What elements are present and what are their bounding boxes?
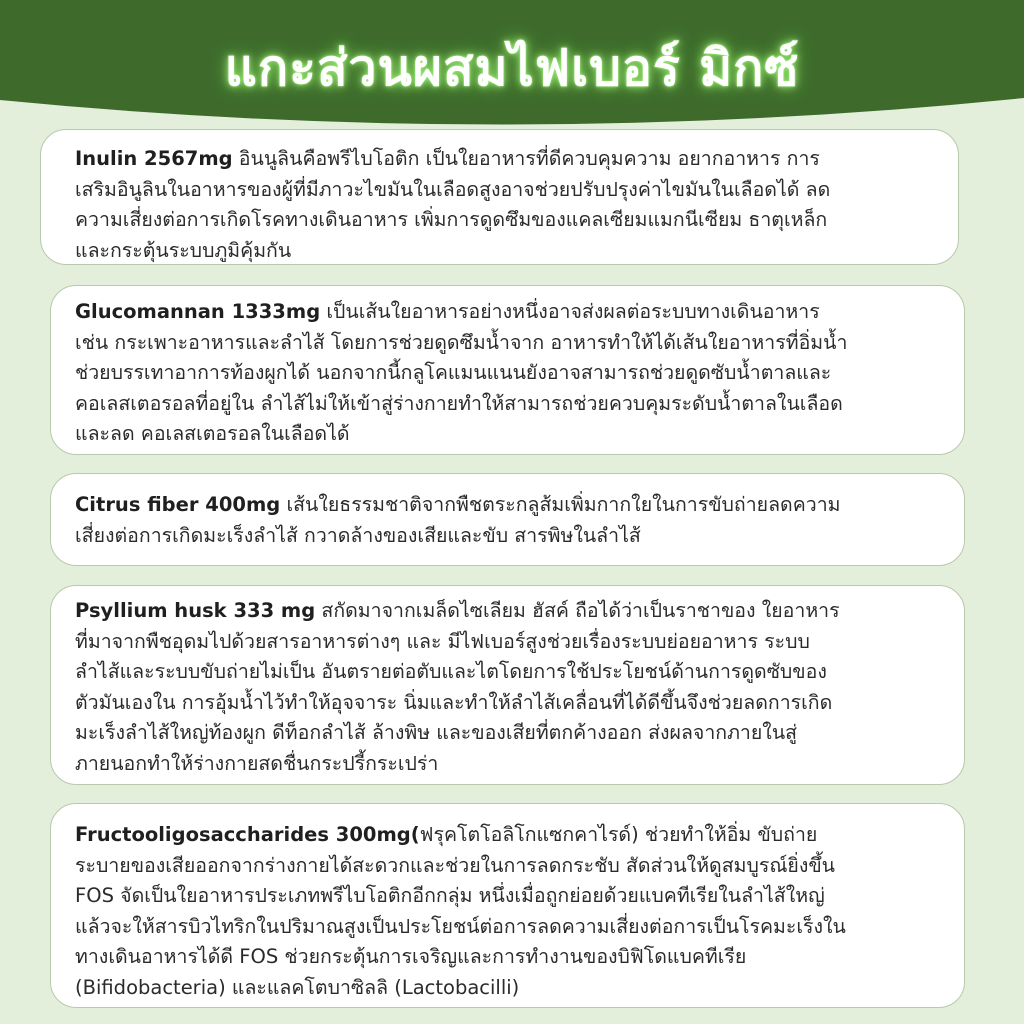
description-line: ลำไส้และระบบขับถ่ายไม่เป็น อันตรายต่อตับและไตโดยการใช้ประโยชน์ด้านการดูดซับของ (75, 660, 827, 683)
description-line: เป็นเส้นใยอาหารอย่างหนึ่งอาจส่งผลต่อระบบทางเดินอาหาร (320, 300, 820, 323)
description-line: แล้วจะให้สารบิวไทริกในปริมาณสูงเป็นประโยชน์ต่อการลดความเสี่ยงต่อการเป็นโรคมะเร็งใน (75, 914, 846, 938)
ingredient-name: Fructooligosaccharides 300mg( (75, 823, 420, 846)
ingredient-paragraph (75, 144, 928, 266)
description-line: ระบายของเสียออกจากร่างกายได้สะดวกและช่วยในการลดกระชับ สัดส่วนให้ดูสมบูรณ์ยิ่งขึ้น (75, 853, 836, 877)
ingredient-card-psyllium-husk (50, 585, 965, 785)
ingredient-name: Psyllium husk 333 mg (75, 599, 316, 622)
ingredient-paragraph (75, 820, 948, 1003)
description-line: มะเร็งลำไส้ใหญ่ท้องผูก ดีท็อกลำไส้ ล้างพิษ และของเสียที่ตกค้างออก ส่งผลจากภายในสู่ (75, 721, 798, 744)
ingredient-paragraph (75, 596, 944, 779)
description-line: และกระตุ้นระบบภูมิคุ้มกัน (75, 238, 292, 262)
description-line: ความเสี่ยงต่อการเกิดโรคทางเดินอาหาร เพิ่มการดูดซึมของแคลเซียมแมกนีเซียม ธาตุเหล็ก (75, 208, 828, 231)
description-line: อินนูลินคือพรีไบโอติก เป็นใยอาหารที่ดีควบคุมความ อยากอาหาร การ (232, 147, 820, 170)
description-line: (Bifidobacteria) และแลคโตบาซิลลิ (Lactobacilli) (75, 975, 520, 999)
description-line: ที่มาจากพืชอุดมไปด้วยสารอาหารต่างๆ และ มีไฟเบอร์สูงช่วยเรื่องระบบย่อยอาหาร ระบบ (75, 629, 810, 653)
description-line: ฟรุคโตโอลิโกแซกคาไรด์) ช่วยทำให้อิ่ม ขับถ่าย (419, 823, 818, 846)
ingredient-card-inulin (40, 129, 959, 265)
ingredient-paragraph (75, 297, 942, 450)
description-line: เช่น กระเพาะอาหารและลำไส้ โดยการช่วยดูดซึมน้ำจาก อาหารทำให้ได้เส้นใยอาหารที่อิ่มน้ำ (75, 330, 848, 354)
ingredient-card-citrus-fiber (50, 473, 965, 566)
description-line: ช่วยบรรเทาอาการท้องผูกได้ นอกจากนี้กลูโคแมนแนนยังอาจสามารถช่วยดูดซับน้ำตาลและ (75, 361, 832, 384)
page-title: แกะส่วนผสมไฟเบอร์ มิกซ์ (224, 39, 800, 97)
description-line: ตัวมันเองใน การอุ้มน้ำไว้ทำให้อุจจาระ นิ่มและทำให้ลำไส้เคลื่อนที่ได้ดีขึ้นจึงช่วยลดการเกิด (75, 690, 833, 714)
description-line: เสี่ยงต่อการเกิดมะเร็งลำไส้ กวาดล้างของเสียและขับ สารพิษในลำไส้ (75, 523, 641, 547)
description-line: และลด คอเลสเตอรอลในเลือดได้ (75, 422, 350, 445)
ingredient-card-glucomannan (50, 285, 965, 455)
description-line: เส้นใยธรรมชาติจากพืชตระกลูส้มเพิ่มกากใยในการขับถ่ายลดความ (280, 493, 841, 516)
description-line: สกัดมาจากเมล็ดไซเลียม ฮัสค์ ถือได้ว่าเป็นราชาของ ใยอาหาร (315, 599, 840, 622)
ingredient-name: Glucomannan 1333mg (75, 300, 321, 323)
description-line: คอเลสเตอรอลที่อยู่ใน ลำไส้ไม่ให้เข้าสู่ร่างกายทำให้สามารถช่วยควบคุมระดับน้ำตาลในเลือด (75, 391, 843, 415)
ingredient-name: Inulin 2567mg (75, 147, 233, 170)
description-line: ภายนอกทำให้ร่างกายสดชื่นกระปรี้กระเปร่า (75, 751, 439, 775)
ingredient-card-fructooligosaccharides (50, 803, 965, 1008)
description-line: FOS จัดเป็นใยอาหารประเภทพรีไบโอติกอีกกลุ่ม หนึ่งเมื่อถูกย่อยด้วยแบคทีเรียในลำไส้ใหญ่ (75, 884, 825, 907)
ingredient-paragraph (75, 490, 946, 551)
ingredient-name: Citrus fiber 400mg (75, 493, 281, 516)
description-line: เสริมอินูลินในอาหารของผู้ที่มีภาวะไขมันในเลือดสูงอาจช่วยปรับปรุงค่าไขมันในเลือดได้ ลด (75, 177, 831, 201)
description-line: ทางเดินอาหารได้ดี FOS ช่วยกระตุ้นการเจริญและการทำงานของบิฟิโดแบคทีเรีย (75, 945, 747, 968)
